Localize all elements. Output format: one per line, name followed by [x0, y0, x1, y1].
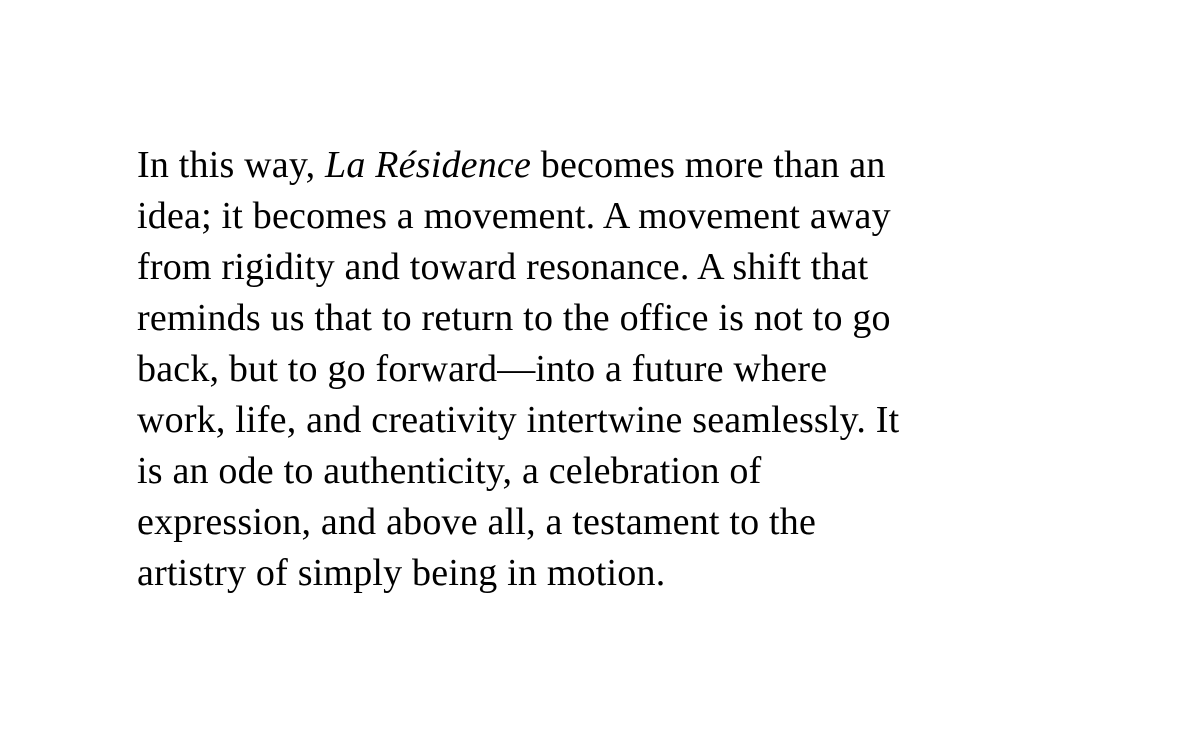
residence-italic-name: La Résidence — [325, 144, 532, 186]
paragraph-line-3: from rigidity and toward resonance. A shift that — [137, 246, 869, 288]
body-paragraph — [137, 140, 1057, 599]
paragraph-text: becomes more than an — [531, 144, 886, 186]
paragraph-line-4: reminds us that to return to the office is not to go — [137, 297, 891, 339]
paragraph-text: In this way, — [137, 144, 325, 186]
paragraph-line-8: expression, and above all, a testament to the — [137, 501, 817, 543]
paragraph-line-7: is an ode to authenticity, a celebration of — [137, 450, 762, 492]
paragraph-line-6: work, life, and creativity intertwine seamlessly. It — [137, 399, 900, 441]
paragraph-line-5: back, but to go forward—into a future where — [137, 348, 828, 390]
paragraph-line-1 — [137, 140, 1057, 191]
paragraph-line-2: idea; it becomes a movement. A movement away — [137, 195, 891, 237]
paragraph-line-9: artistry of simply being in motion. — [137, 552, 666, 594]
